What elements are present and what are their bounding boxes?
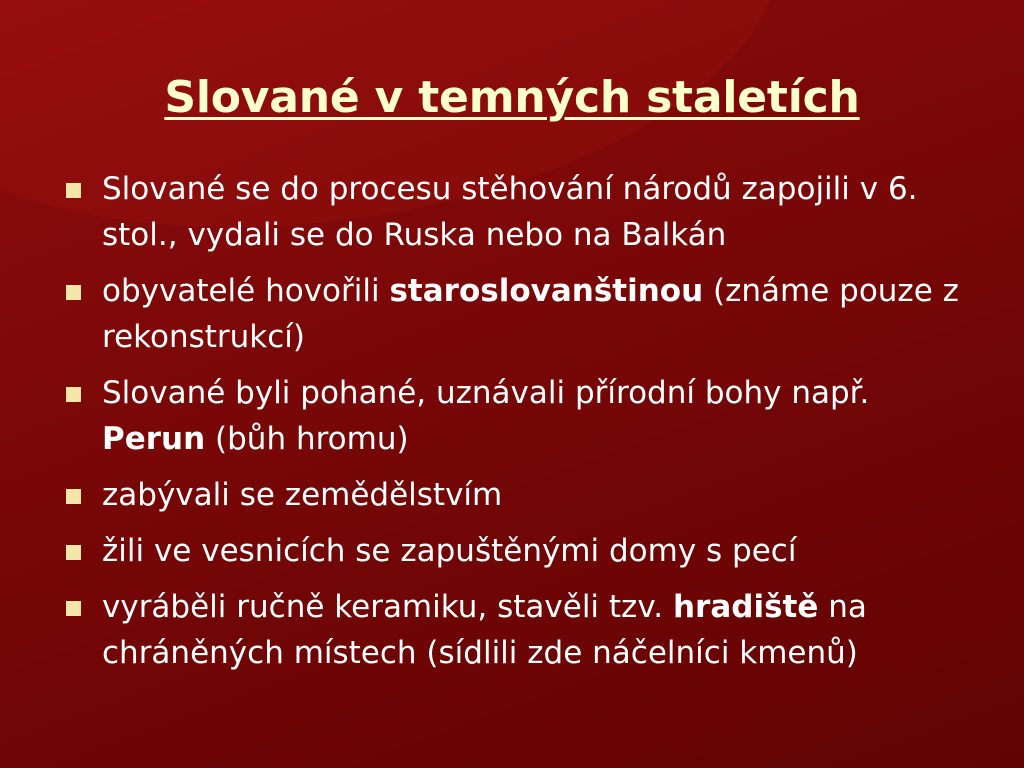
square-bullet-icon <box>66 285 81 300</box>
bullet-text: zabývali se zemědělstvím <box>102 477 503 513</box>
bullet-item <box>66 584 966 676</box>
square-bullet-icon <box>66 183 81 198</box>
bullet-text: žili ve vesnicích se zapuštěnými domy s pecí <box>102 533 797 569</box>
bullet-bold-term: staroslovanštinou <box>389 273 704 309</box>
bullet-text: obyvatelé hovořili <box>102 273 390 309</box>
bullet-text: Slované byli pohané, uznávali přírodní bohy např. <box>102 375 870 411</box>
bullet-text: Slované se do procesu stěhování národů zapojili v 6. stol., vydali se do Ruska nebo na Balkán <box>102 171 918 253</box>
bullet-item <box>66 370 966 462</box>
bullet-text-after: (bůh hromu) <box>205 421 409 457</box>
square-bullet-icon <box>66 601 81 616</box>
square-bullet-icon <box>66 545 81 560</box>
bullet-item <box>66 166 966 258</box>
bullet-bold-term: hradiště <box>672 589 819 625</box>
square-bullet-icon <box>66 489 81 504</box>
bullet-item <box>66 268 966 360</box>
bullet-item <box>66 472 966 518</box>
slide-title: Slované v temných staletích <box>164 72 860 123</box>
square-bullet-icon <box>66 387 81 402</box>
bullet-bold-term: Perun <box>102 421 206 457</box>
bullet-list <box>66 166 966 686</box>
bullet-text-after: na chráněných místech (sídlili zde náčelníci kmenů) <box>102 589 867 671</box>
bullet-text-after: (známe pouze z rekonstrukcí) <box>102 273 959 355</box>
bullet-item <box>66 528 966 574</box>
bullet-text: vyráběli ručně keramiku, stavěli tzv. <box>102 589 673 625</box>
